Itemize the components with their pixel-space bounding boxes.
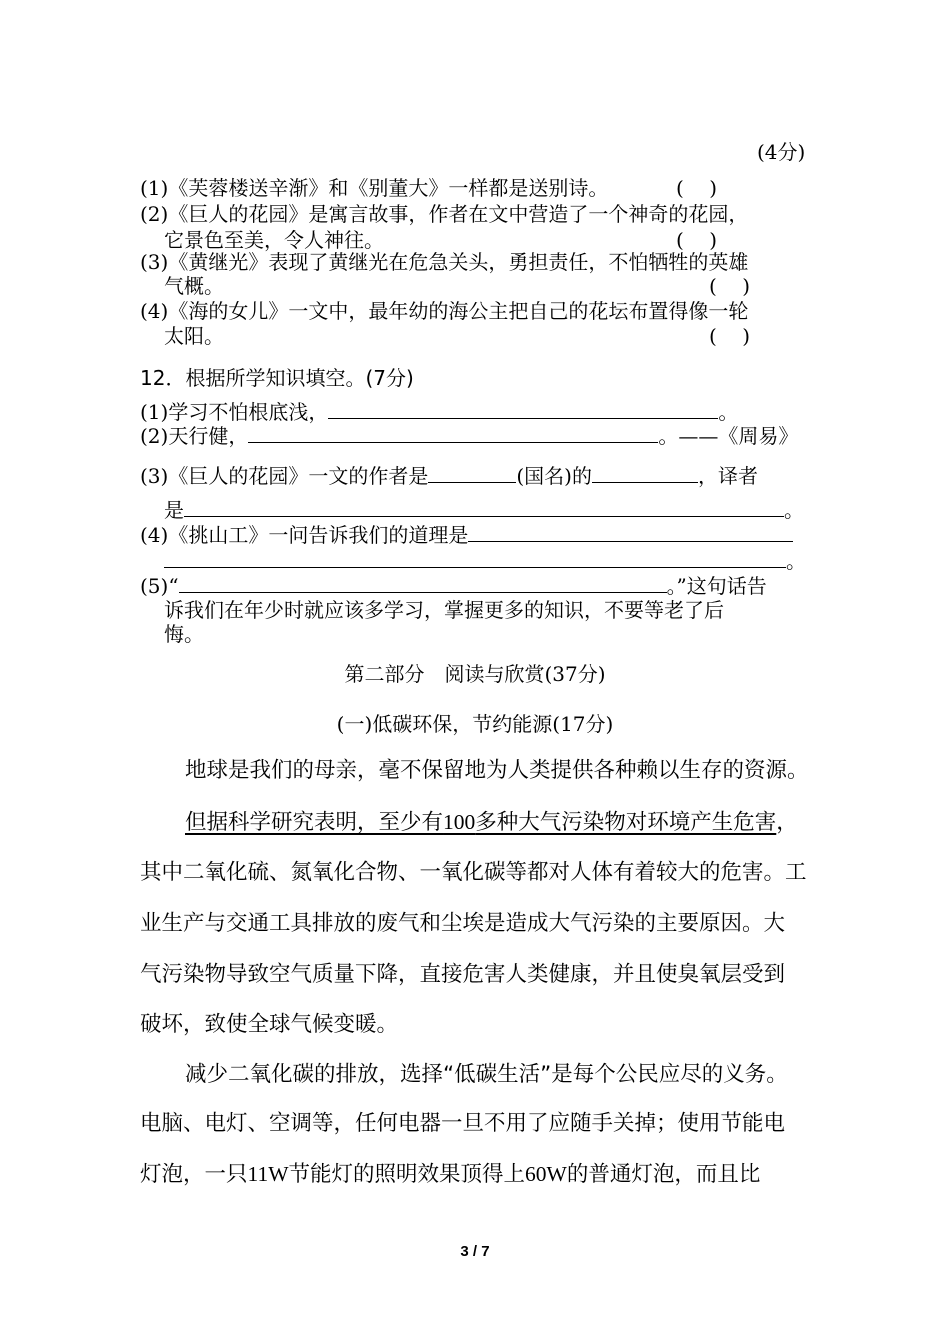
q11-item-4-cont: 太阳。	[164, 324, 224, 348]
passage-p2-line5: 破坏，致使全球气候变暖。	[140, 1012, 399, 1037]
q12-item-3-suffix: ，译者	[697, 464, 758, 488]
passage-p3-num1: 11W	[247, 1162, 289, 1186]
passage-p3-line3-c: 的普通灯泡，而且比	[566, 1162, 761, 1187]
q11-item-3-cont: 气概。	[164, 274, 224, 298]
q12-item-1-suffix: 。	[718, 400, 739, 424]
passage-p3-num2: 60W	[525, 1162, 567, 1186]
q12-item-3-line2-suffix: 。	[784, 498, 804, 522]
q11-answer-paren-3[interactable]: ( )	[709, 274, 751, 298]
passage1-title: (一)低碳环保，节约能源(17分)	[336, 712, 614, 736]
passage-underlined-b: 多种大气污染物对环境产生危害	[475, 810, 777, 835]
q12-item-4-cont	[164, 548, 806, 573]
q12-item-2-prefix: (2)天行健，	[140, 424, 249, 448]
q12-item-5-cont: 诉我们在年少时就应该多学习，掌握更多的知识，不要等老了后	[164, 598, 724, 622]
passage-p2-line2: 其中二氧化硫、氮氧化合物、一氧化碳等都对人体有着较大的危害。工	[140, 860, 807, 885]
q12-item-2-suffix: 。——《周易》	[658, 424, 799, 448]
q12-blank-1[interactable]	[328, 399, 718, 419]
q12-item-5-cont-2: 悔。	[164, 622, 204, 646]
part2-title: 第二部分 阅读与欣赏(37分)	[344, 662, 606, 686]
page-number: 3 / 7	[460, 1243, 490, 1260]
q12-item-1-prefix: (1)学习不怕根底浅，	[140, 400, 329, 424]
passage-underlined-num: 100	[443, 810, 476, 834]
q12-item-3-mid: (国名)的	[516, 464, 592, 488]
q12-item-4	[140, 522, 793, 547]
q12-blank-4a[interactable]	[468, 522, 793, 542]
passage-underlined-a: 但据科学研究表明，至少有	[185, 810, 444, 835]
q12-item-3-prefix: (3)《巨人的花园》一文的作者是	[140, 464, 429, 488]
q12-item-4-prefix: (4)《挑山工》一问告诉我们的道理是	[140, 523, 469, 547]
q11-item-3: (3)《黄继光》表现了黄继光在危急关头，勇担责任，不怕牺牲的英雄	[140, 250, 749, 274]
q11-answer-paren-4[interactable]: ( )	[709, 324, 751, 348]
q12-item-2	[140, 423, 798, 448]
q12-item-5-suffix: 。”这句话告	[666, 574, 767, 598]
q11-item-2-cont: 它景色至美，令人神往。	[164, 228, 384, 252]
q11-item-2: (2)《巨人的花园》是寓言故事，作者在文中营造了一个神奇的花园，	[140, 202, 749, 226]
passage-p2-line3: 业生产与交通工具排放的废气和尘埃是造成大气污染的主要原因。大	[140, 911, 786, 936]
q11-item-1: (1)《芙蓉楼送辛渐》和《别董大》一样都是送别诗。	[140, 176, 609, 200]
q12-blank-3c[interactable]	[184, 497, 784, 517]
q11-answer-paren-1[interactable]: ( )	[676, 176, 718, 200]
q12-blank-3b[interactable]	[592, 463, 698, 483]
passage-p3-line3-b: 节能灯的照明效果顶得上	[288, 1162, 526, 1187]
q12-item-4-line2-suffix: 。	[786, 549, 806, 573]
passage-p2-tail: ，	[776, 810, 798, 835]
q12-item-5-prefix: (5)“	[140, 574, 179, 598]
q12-item-3-line2-prefix: 是	[164, 498, 184, 522]
q12-blank-2[interactable]	[248, 423, 658, 443]
q12-item-5	[140, 573, 767, 598]
passage-p3-line2: 电脑、电灯、空调等，任何电器一旦不用了应随手关掉；使用节能电	[140, 1111, 786, 1136]
passage-p2-line1	[185, 808, 798, 837]
q12-blank-5[interactable]	[179, 573, 667, 593]
q11-item-4: (4)《海的女儿》一文中，最年幼的海公主把自己的花坛布置得像一轮	[140, 299, 749, 323]
passage-p3-line1: 减少二氧化碳的排放，选择“低碳生活”是每个公民应尽的义务。	[185, 1062, 788, 1087]
passage-p2-line4: 气污染物导致空气质量下降，直接危害人类健康，并且使臭氧层受到	[140, 962, 786, 987]
q12-item-1	[140, 399, 738, 424]
q11-score: (4分)	[757, 140, 806, 164]
q12-item-3	[140, 463, 758, 488]
passage-p3-line3	[140, 1160, 760, 1189]
passage-p1: 地球是我们的母亲，毫不保留地为人类提供各种赖以生存的资源。	[185, 758, 809, 783]
q12-blank-4b[interactable]	[164, 548, 786, 568]
passage-p3-line3-a: 灯泡，一只	[140, 1162, 248, 1187]
q11-answer-paren-2[interactable]: ( )	[676, 228, 718, 252]
q12-item-3-cont	[164, 497, 804, 522]
q12-blank-3a[interactable]	[428, 463, 516, 483]
q12-title: 12．根据所学知识填空。(7分)	[140, 366, 414, 390]
